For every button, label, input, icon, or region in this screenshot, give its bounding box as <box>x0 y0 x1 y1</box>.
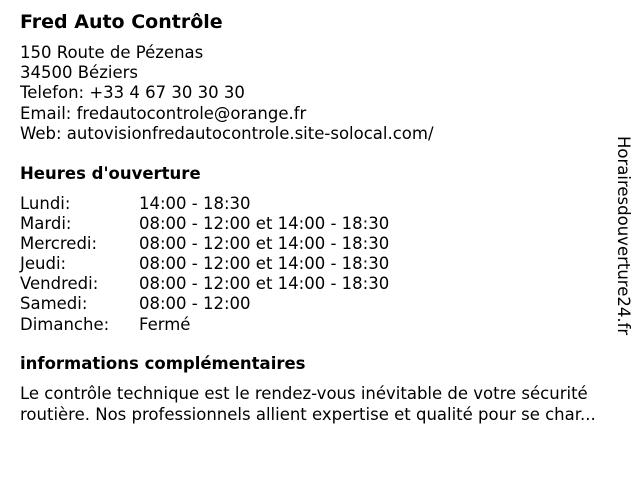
day-label: Samedi: <box>20 294 88 314</box>
hours-row-sunday <box>20 315 389 335</box>
hours-row-wednesday <box>20 234 389 254</box>
email-value[interactable]: fredautocontrole@orange.fr <box>76 103 307 123</box>
day-label: Dimanche: <box>20 314 110 334</box>
web-line <box>20 124 434 144</box>
additional-info-text <box>20 384 632 425</box>
hours-row-friday <box>20 274 389 294</box>
web-label: Web: <box>20 123 62 143</box>
hours-row-tuesday <box>20 214 389 234</box>
day-hours: 08:00 - 12:00 et 14:00 - 18:30 <box>139 214 390 234</box>
description-line-2: routière. Nos professionnels allient expertise et qualité pour se char... <box>20 404 596 424</box>
day-label: Vendredi: <box>20 274 99 294</box>
hours-row-thursday <box>20 254 389 274</box>
phone-label: Telefon: <box>20 83 85 103</box>
day-hours: 08:00 - 12:00 et 14:00 - 18:30 <box>139 254 390 274</box>
day-hours: 14:00 - 18:30 <box>139 194 251 213</box>
additional-info-heading: informations complémentaires <box>20 354 306 373</box>
description-line-1: Le contrôle technique est le rendez-vous inévitable de votre sécurité <box>20 384 588 403</box>
brand-watermark: Horairesdouverture24.fr <box>614 136 633 336</box>
opening-hours-heading: Heures d'ouverture <box>20 164 201 183</box>
phone-value[interactable]: +33 4 67 30 30 30 <box>89 83 245 103</box>
phone-line <box>20 83 434 103</box>
address-line-2: 34500 Béziers <box>20 63 138 83</box>
address-line-1: 150 Route de Pézenas <box>20 43 204 62</box>
email-label: Email: <box>20 103 72 123</box>
hours-row-monday <box>20 194 389 214</box>
day-hours: 08:00 - 12:00 <box>139 294 251 314</box>
day-label: Mardi: <box>20 214 72 234</box>
contact-block <box>20 43 434 144</box>
web-value[interactable]: autovisionfredautocontrole.site-solocal.com/ <box>66 123 434 143</box>
day-hours: 08:00 - 12:00 et 14:00 - 18:30 <box>139 274 390 294</box>
hours-row-saturday <box>20 294 389 314</box>
day-hours: 08:00 - 12:00 et 14:00 - 18:30 <box>139 234 390 254</box>
day-label: Jeudi: <box>20 254 67 274</box>
day-label: Lundi: <box>20 194 71 213</box>
email-line <box>20 104 434 124</box>
business-name: Fred Auto Contrôle <box>20 11 223 33</box>
opening-hours-table <box>20 194 389 335</box>
day-hours: Fermé <box>139 314 191 334</box>
day-label: Mercredi: <box>20 234 98 254</box>
